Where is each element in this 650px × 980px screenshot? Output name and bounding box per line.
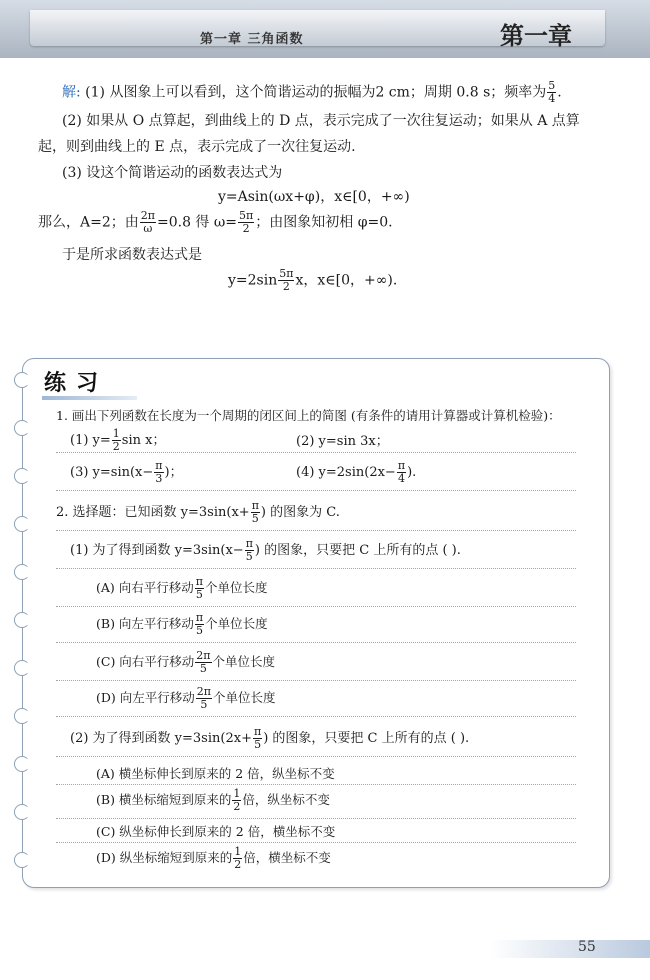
dotted-rule — [56, 530, 576, 531]
option-2-2-c: (C) 纵坐标伸长到原来的 2 倍，横坐标不变 — [96, 824, 336, 839]
solution-line-3: 起，则到曲线上的 E 点，表示完成了一次往复运动. — [38, 139, 356, 155]
fraction: $\frac{5\pi}{2}$ — [239, 209, 254, 236]
fraction: $\frac{5}{4}$ — [548, 79, 556, 106]
fraction: $\frac{1}{2}$ — [234, 845, 242, 872]
binder-ring — [14, 756, 30, 772]
q1-item-3: (3) y=sin(x− $\frac{\pi}{3}$ )； — [70, 459, 183, 486]
option-2-2-d: (D) 纵坐标缩短到原来的 $\frac{1}{2}$ 倍，横坐标不变 — [96, 845, 331, 872]
binder-ring — [14, 852, 30, 868]
dotted-rule — [56, 818, 576, 819]
dotted-rule — [56, 716, 576, 717]
solution-line-6: 于是所求函数表达式是 — [62, 247, 202, 263]
dotted-rule — [56, 452, 576, 453]
dotted-rule — [56, 842, 576, 843]
question-2-1: (1) 为了得到函数 y=3sin(x− $\frac{\pi}{5}$ ) 的图象，只要把 C 上所有的点 ( ). — [70, 537, 461, 564]
option-2-1-c: (C) 向右平行移动 $\frac{2\pi}{5}$ 个单位长度 — [96, 649, 276, 676]
q1-item-2: (2) y=sin 3x； — [296, 434, 389, 449]
option-2-1-a: (A) 向右平行移动 $\frac{\pi}{5}$ 个单位长度 — [96, 575, 268, 602]
dotted-rule — [56, 756, 576, 757]
exercise-title: 练习 — [44, 371, 109, 396]
question-1: 1. 画出下列函数在长度为一个周期的闭区间上的简图 (有条件的请用计算器或计算机检验)： — [56, 408, 561, 423]
dotted-rule — [56, 568, 576, 569]
binder-ring — [14, 564, 30, 580]
q1-item-1: (1) y= $\frac{1}{2}$ sin x； — [70, 427, 166, 454]
binder-ring — [14, 612, 30, 628]
binder-ring — [14, 708, 30, 724]
binder-ring — [14, 804, 30, 820]
formula-result: y=2sin $\frac{5\pi}{2}$ x，x∈[0，+∞). — [228, 267, 398, 294]
fraction: $\frac{\pi}{4}$ — [397, 459, 406, 486]
running-title: 第一章 三角函数 — [200, 32, 304, 47]
fraction: $\frac{\pi}{5}$ — [253, 725, 262, 752]
option-2-2-b: (B) 横坐标缩短到原来的 $\frac{1}{2}$ 倍，纵坐标不变 — [96, 787, 330, 814]
fraction: $\frac{2\pi}{\omega}$ — [140, 209, 155, 236]
fraction: $\frac{1}{2}$ — [112, 427, 120, 454]
binder-ring — [14, 372, 30, 388]
fraction: $\frac{1}{2}$ — [233, 787, 241, 814]
fraction: $\frac{2\pi}{5}$ — [196, 685, 211, 712]
formula-general: y=Asin(ωx+φ)，x∈[0，+∞) — [218, 189, 410, 205]
fraction: $\frac{\pi}{5}$ — [195, 575, 203, 602]
page-number: 55 — [578, 939, 596, 955]
dotted-rule — [56, 784, 576, 785]
dotted-rule — [56, 606, 576, 607]
binder-ring — [14, 420, 30, 436]
option-2-1-d: (D) 向左平行移动 $\frac{2\pi}{5}$ 个单位长度 — [96, 685, 276, 712]
fraction: $\frac{\pi}{5}$ — [245, 537, 253, 564]
fraction: $\frac{5\pi}{2}$ — [279, 267, 294, 294]
binder-ring — [14, 468, 30, 484]
chapter-label: 第一章 — [500, 22, 572, 50]
dotted-rule — [56, 680, 576, 681]
solution-label: 解: — [62, 84, 81, 101]
fraction: $\frac{2\pi}{5}$ — [196, 649, 211, 676]
dotted-rule — [56, 642, 576, 643]
title-underline — [42, 396, 137, 400]
solution-line-1: 解: (1) 从图象上可以看到，这个简谐运动的振幅为2 cm；周期 0.8 s；频率为 $\frac{5}{4}$ . — [62, 79, 562, 106]
fraction: $\frac{\pi}{5}$ — [251, 499, 259, 526]
solution-line-5: 那么，A=2；由 $\frac{2\pi}{\omega}$ =0.8 得 ω= $\frac{5\pi}{2}$ ；由图象知初相 φ=0. — [38, 209, 393, 236]
footer-bar — [490, 940, 650, 958]
question-2-2: (2) 为了得到函数 y=3sin(2x+ $\frac{\pi}{5}$ ) 的图象，只要把 C 上所有的点 ( ). — [70, 725, 470, 752]
fraction: $\frac{\pi}{5}$ — [195, 611, 204, 638]
binder-ring — [14, 660, 30, 676]
page-header — [0, 0, 650, 58]
binder-ring — [14, 516, 30, 532]
solution-line-2: (2) 如果从 O 点算起，到曲线上的 D 点，表示完成了一次往复运动；如果从 A 点算 — [62, 113, 580, 129]
option-2-1-b: (B) 向左平行移动 $\frac{\pi}{5}$ 个单位长度 — [96, 611, 268, 638]
solution-line-4: (3) 设这个简谐运动的函数表达式为 — [62, 165, 283, 181]
dotted-rule — [56, 490, 576, 491]
q1-item-4: (4) y=2sin(2x− $\frac{\pi}{4}$ ). — [296, 459, 417, 486]
question-2: 2. 选择题：已知函数 y=3sin(x+ $\frac{\pi}{5}$ ) 的图象为 C. — [56, 499, 340, 526]
option-2-2-a: (A) 横坐标伸长到原来的 2 倍，纵坐标不变 — [96, 766, 335, 781]
fraction: $\frac{\pi}{3}$ — [155, 459, 163, 486]
